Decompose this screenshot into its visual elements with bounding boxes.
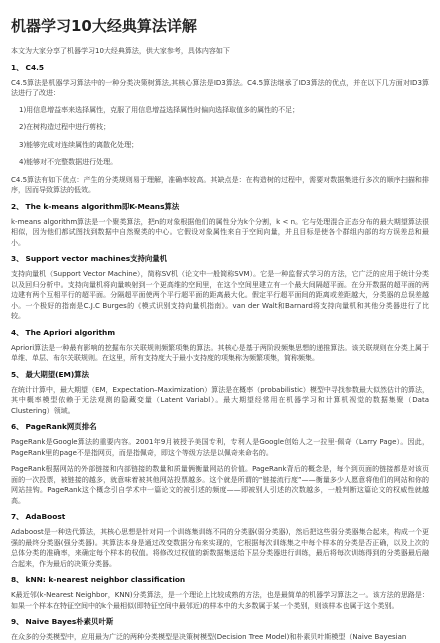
section-number: 4、 bbox=[11, 327, 24, 337]
paragraph: 在众多的分类模型中，应用最为广泛的两种分类模型是决策树模型(Decision Tree Model)和朴素贝叶斯模型（Naive Bayesian bbox=[11, 633, 407, 641]
section-number: 8、 bbox=[11, 575, 24, 584]
section-title: The k-means algorithm即K-Means算法 bbox=[25, 201, 180, 211]
section-title: PageRank网页排名 bbox=[25, 422, 97, 431]
section-number: 3、 bbox=[11, 254, 24, 263]
paragraph: PageRank根据网站的外部链接和内部链接的数量和质量俩衡量网站的价值。PageRank背后的概念是，每个到页面的链接都是对该页面的一次投票，被链接的越多，就意味着被其他网站投票越多。这个就是所谓的“链接流行度”——衡量多少人愿意将他们的网站和你的网站挂钩。PageRank这个概念引自学术中一篇论文的被引述的频度——即被别人引述的次数越多，一般判断这篇论文的权威性就越高。 bbox=[11, 465, 429, 505]
section-number: 7、 bbox=[11, 512, 24, 521]
list-item: 2)在树构造过程中进行剪枝； bbox=[19, 123, 111, 131]
section-number: 6、 bbox=[11, 422, 24, 431]
page-title: 机器学习10大经典算法详解 bbox=[11, 17, 197, 35]
section-number: 5、 bbox=[11, 369, 24, 379]
section-heading bbox=[11, 370, 429, 380]
section-heading bbox=[11, 202, 429, 212]
section-number: 1、 bbox=[11, 62, 24, 72]
section-heading bbox=[11, 617, 429, 627]
paragraph: Adaboost是一种迭代算法，其核心思想是针对同一个训练集训练不同的分类器(弱分类器)，然后把这些弱分类器集合起来，构成一个更强的最终分类器(强分类器)。其算法本身是通过改变数据分布来实现的，它根据每次训练集之中每个样本的分类是否正确，以及上次的总体分类的准确率，来确定每个样本的权值。将修改过权值的新数据集送给下层分类器进行训练，最后将每次训练得到的分类器最后融合起来，作为最后的决策分类器。 bbox=[11, 528, 429, 568]
paragraph: PageRank是Google算法的重要内容。2001年9月被授予美国专利，专利人是Google创始人之一拉里·佩奇（Larry Page）。因此，PageRank里的page不是指网页，而是指佩奇，即这个等级方法是以佩奇来命名的。 bbox=[11, 438, 429, 457]
section-number: 9、 bbox=[11, 617, 24, 626]
paragraph: Apriori算法是一种最有影响的挖掘布尔关联规则频繁项集的算法。其核心是基于两阶段频集思想的递推算法。该关联规则在分类上属于单维、单层、布尔关联规则。在这里，所有支持度大于最小支持度的项集称为频繁项集，简称频集。 bbox=[11, 343, 429, 362]
section-title: The Apriori algorithm bbox=[25, 327, 116, 337]
section-heading bbox=[11, 254, 429, 264]
section-heading bbox=[11, 63, 429, 73]
section-heading bbox=[11, 328, 429, 338]
section-heading bbox=[11, 575, 429, 585]
paragraph: C4.5算法是机器学习算法中的一种分类决策树算法,其核心算法是ID3算法。C4.5算法继承了ID3算法的优点，并在以下几方面对ID3算法进行了改进： bbox=[11, 78, 429, 97]
article-body bbox=[11, 63, 429, 643]
section-title: Naive Bayes朴素贝叶斯 bbox=[25, 617, 114, 626]
section-heading bbox=[11, 422, 429, 432]
paragraph: k-means algorithm算法是一个聚类算法，把n的对象根据他们的属性分为k个分割，k < n。它与处理混合正态分布的最大期望算法很相似，因为他们都试图找到数据中自然聚类的中心。它假设对象属性来自于空间向量，并且目标是使各个群组内部的均方误差总和最小。 bbox=[11, 217, 429, 247]
section-title: Support vector machines支持向量机 bbox=[25, 254, 168, 263]
section-heading bbox=[11, 512, 429, 522]
section-title: 最大期望(EM)算法 bbox=[25, 369, 90, 379]
section-number: 2、 bbox=[11, 201, 24, 211]
paragraph: K最近邻(k-Nearest Neighbor，KNN)分类算法，是一个理论上比较成熟的方法，也是最简单的机器学习算法之一。该方法的思路是：如果一个样本在特征空间中的k个最相似(即特征空间中最邻近)的样本中的大多数属于某一个类别，则该样本也属于这个类别。 bbox=[11, 591, 429, 610]
section-title: C4.5 bbox=[25, 62, 45, 72]
paragraph: C4.5算法有如下优点：产生的分类规则易于理解，准确率较高。其缺点是：在构造树的过程中，需要对数据集进行多次的顺序扫描和排序，因而导致算法的低效。 bbox=[11, 175, 429, 194]
list-item: 3)能够完成对连续属性的离散化处理； bbox=[19, 140, 139, 149]
list-item: 1)用信息增益率来选择属性，克服了用信息增益选择属性时偏向选择取值多的属性的不足； bbox=[19, 105, 300, 114]
list-item: 4)能够对不完整数据进行处理。 bbox=[19, 158, 118, 166]
paragraph: 支持向量机（Support Vector Machine），简称SV机（论文中一般简称SVM）。它是一种监督式学习的方法，它广泛的应用于统计分类以及回归分析中。支持向量机将向量映射到一个更高维的空间里，在这个空间里建立有一个最大间隔超平面。在分开数据的超平面的两边建有两个互相平行的超平面。分隔超平面使两个平行超平面的距离最大化。假定平行超平面间的距离或差距越大，分类器的总误差越小。一个极好的指南是C.J.C Burges的《模式识别支持向量机指南》。van der Walt和Barnard将支持向量机和其他分类器进行了比较。 bbox=[11, 270, 429, 320]
section-title: kNN: k-nearest neighbor classification bbox=[25, 575, 186, 584]
paragraph: 在统计计算中，最大期望（EM，Expectation–Maximization）算法是在概率（probabilistic）模型中寻找参数最大似然估计的算法，其中概率模型依赖于无法观测的隐藏变量（Latent Variabl）。最大期望经常用在机器学习和计算机视觉的数据集聚（Data Clustering）领域。 bbox=[11, 385, 429, 415]
intro-paragraph: 本文为大家分享了机器学习10大经典算法，供大家参考，具体内容如下 bbox=[11, 47, 230, 55]
section-title: AdaBoost bbox=[25, 512, 66, 521]
